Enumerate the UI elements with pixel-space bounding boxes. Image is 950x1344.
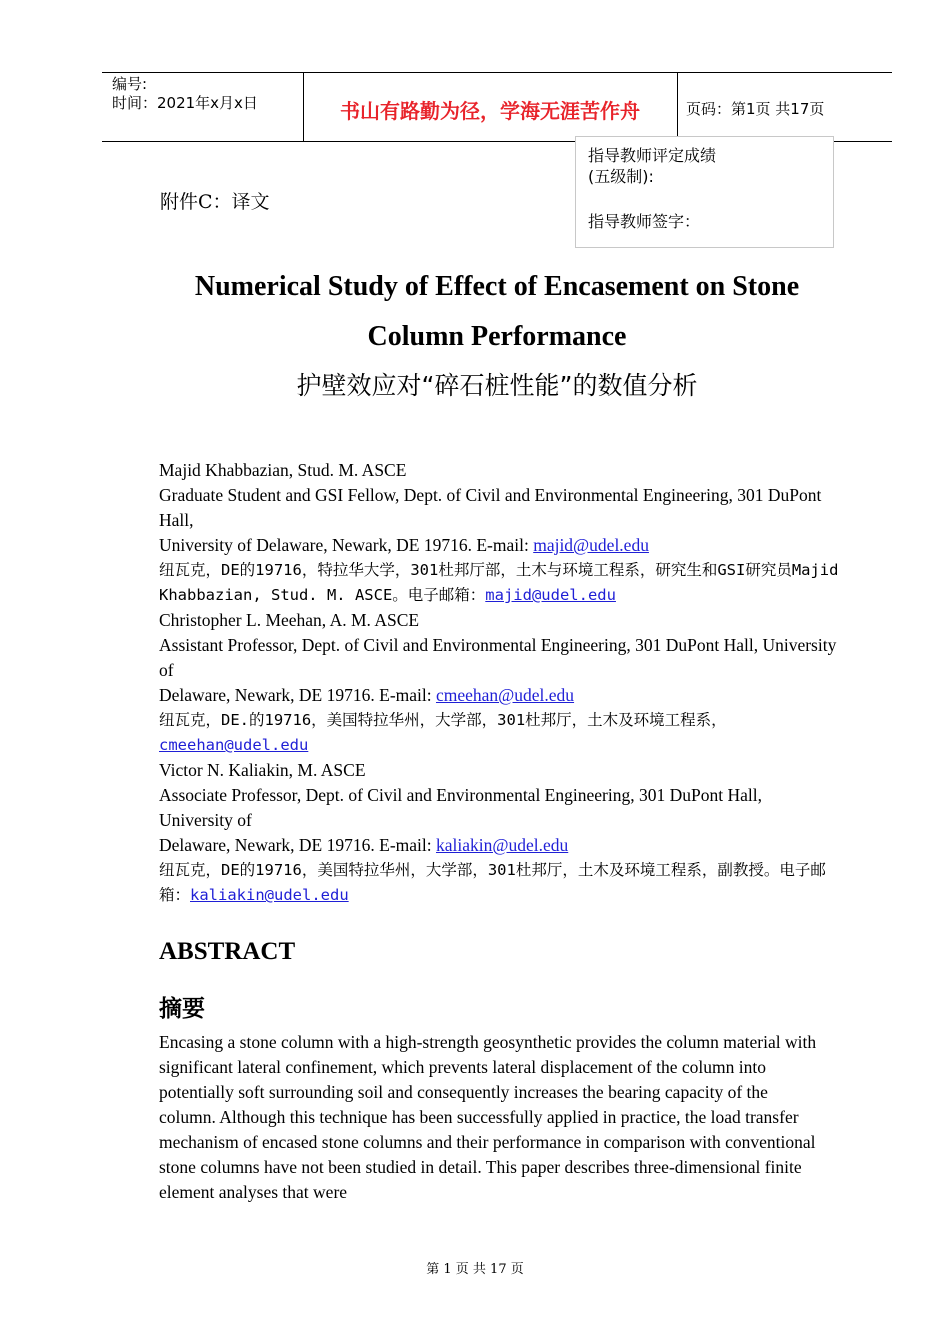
- author-affiliation: Graduate Student and GSI Fellow, Dept. of Civil and Environmental Engineering, 301 DuPont Hall,: [159, 485, 822, 530]
- title-chinese: 护壁效应对“碎石桩性能”的数值分析: [296, 371, 698, 400]
- title-line2: Column Performance: [367, 321, 627, 352]
- author-name: Victor N. Kaliakin, M. ASCE: [159, 760, 366, 780]
- author-entry: [159, 458, 839, 608]
- author-affiliation-email: University of Delaware, Newark, DE 19716. E-mail: majid@udel.edu: [159, 535, 649, 555]
- abstract-heading-cn: 摘要: [159, 996, 205, 1022]
- header-divider: [677, 73, 678, 141]
- grade-line2: (五级制):: [588, 167, 654, 186]
- authors-block: [159, 458, 839, 908]
- attachment-label: 附件C：译文: [160, 191, 270, 213]
- author-email-link[interactable]: kaliakin@udel.edu: [435, 835, 569, 855]
- author-email-link[interactable]: cmeehan@udel.edu: [159, 736, 309, 754]
- author-affiliation-email: Delaware, Newark, DE 19716. E-mail: kaliakin@udel.edu: [159, 835, 569, 855]
- number-label: 编号:: [112, 75, 148, 93]
- grade-line1: 指导教师评定成绩: [588, 146, 717, 165]
- author-email-link[interactable]: kaliakin@udel.edu: [190, 886, 349, 904]
- header-motto: 书山有路勤为径，学海无涯苦作舟: [340, 99, 640, 123]
- author-chinese: 纽瓦克，DE的19716，特拉华大学，301杜邦厅部，土木与环境工程系，研究生和GSI研究员Majid Khabbazian, Stud. M. ASCE。电子邮箱：majid@udel.edu: [159, 561, 839, 604]
- author-email-link[interactable]: cmeehan@udel.edu: [435, 685, 575, 705]
- abstract-body: Encasing a stone column with a high-strength geosynthetic provides the column material with significant lateral confinement, which prevents lateral displacement of the column into potentially soft surrounding soil and consequently increases the bearing capacity of the column. Although this technique has been successfully applied in practice, the load transfer mechanism of encased stone columns and their performance in comparison with conventional stone columns have not been studied in detail. This paper describes three-dimensional finite element analyses that were: [159, 1032, 817, 1202]
- author-chinese: 纽瓦克，DE的19716，美国特拉华州，大学部，301杜邦厅，土木及环境工程系，副教授。电子邮箱：kaliakin@udel.edu: [159, 861, 826, 904]
- author-affiliation: Associate Professor, Dept. of Civil and Environmental Engineering, 301 DuPont Hall, University of: [159, 785, 762, 830]
- page-header: [102, 72, 892, 142]
- author-entry: [159, 758, 839, 908]
- author-chinese: 纽瓦克，DE.的19716，美国特拉华州，大学部，301杜邦厅，土木及环境工程系， cmeehan@udel.edu: [159, 711, 727, 754]
- abstract-heading: ABSTRACT: [159, 938, 296, 965]
- author-name: Christopher L. Meehan, A. M. ASCE: [159, 610, 420, 630]
- author-affiliation: Assistant Professor, Dept. of Civil and Environmental Engineering, 301 DuPont Hall, University of: [159, 635, 837, 680]
- time-label: 时间：2021年x月x日: [112, 94, 258, 112]
- author-entry: [159, 608, 839, 758]
- grade-label: [588, 145, 716, 187]
- author-name: Majid Khabbazian, Stud. M. ASCE: [159, 460, 407, 480]
- page-footer: 第 1 页 共 17 页: [426, 1262, 524, 1277]
- title-line1: Numerical Study of Effect of Encasement on Stone: [194, 271, 800, 302]
- title-english: [150, 262, 844, 362]
- author-affiliation-email: Delaware, Newark, DE 19716. E-mail: cmeehan@udel.edu: [159, 685, 575, 705]
- author-email-link[interactable]: majid@udel.edu: [485, 586, 616, 604]
- header-page-info: 页码：第1页 共17页: [686, 100, 825, 118]
- grade-box: [575, 136, 834, 248]
- author-email-link[interactable]: majid@udel.edu: [533, 535, 649, 555]
- signature-label: 指导教师签字：: [588, 212, 701, 231]
- header-left: [112, 75, 258, 113]
